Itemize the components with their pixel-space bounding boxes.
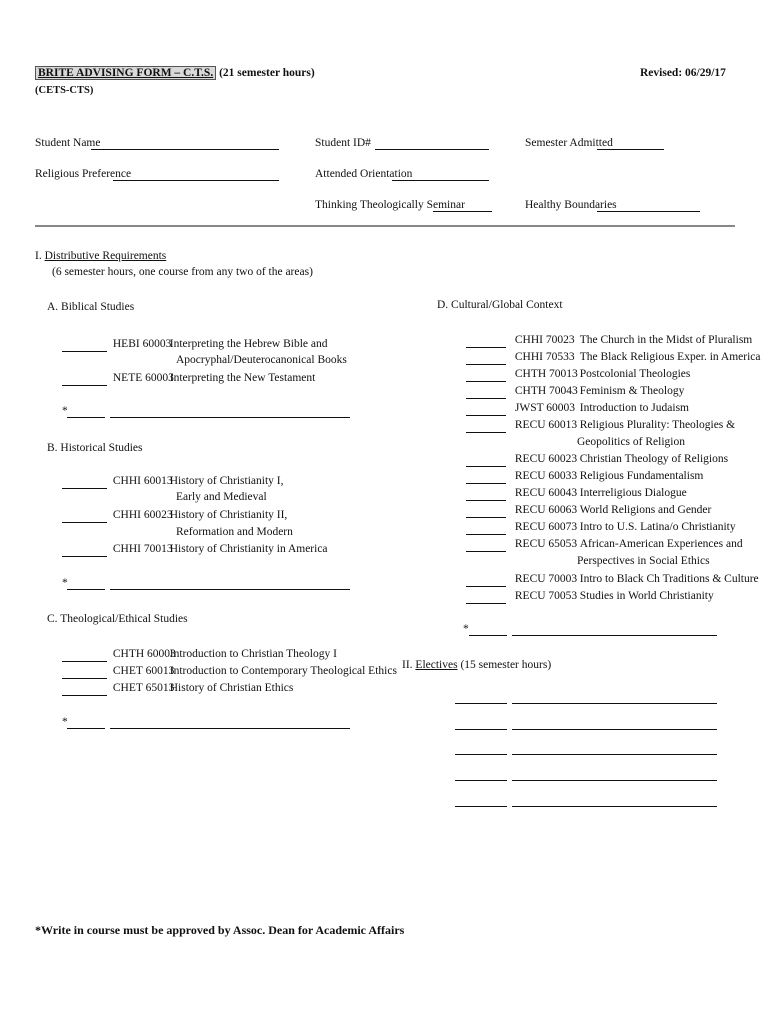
course-name: The Black Religious Exper. in America [579, 351, 761, 363]
course-name: Religious Plurality: Theologies & [579, 419, 736, 431]
course-row [62, 336, 328, 352]
course-blank[interactable] [466, 369, 506, 382]
section-electives [402, 658, 551, 672]
section-numeral: II. [402, 659, 413, 671]
elective-hours-field[interactable] [455, 806, 507, 807]
course-blank[interactable] [62, 510, 107, 523]
write-in-star: * [62, 577, 68, 589]
course-name: Introduction to Christian Theology I [169, 648, 337, 660]
course-blank[interactable] [62, 373, 107, 386]
course-blank[interactable] [466, 471, 506, 484]
area-c-label: C. Theological/Ethical Studies [47, 613, 188, 625]
thinking-seminar-label: Thinking Theologically Seminar [315, 199, 465, 211]
course-row [466, 417, 735, 433]
course-code: CHHI 70013 [112, 543, 173, 555]
course-name: Interpreting the Hebrew Bible and [169, 338, 328, 350]
course-blank[interactable] [62, 476, 107, 489]
course-code: RECU 60013 [514, 419, 578, 431]
area-d-label: D. Cultural/Global Context [437, 299, 563, 311]
course-code: RECU 65053 [514, 538, 578, 550]
write-in-course-field[interactable] [110, 417, 350, 418]
course-code: CHHI 60013 [112, 475, 173, 487]
course-code: RECU 70003 [514, 573, 578, 585]
course-name: History of Christianity in America [169, 543, 328, 555]
write-in-hours-field[interactable] [67, 589, 105, 590]
write-in-hours-field[interactable] [469, 635, 507, 636]
course-code: RECU 60063 [514, 504, 578, 516]
elective-hours-field[interactable] [455, 780, 507, 781]
section-note: (15 semester hours) [460, 659, 552, 671]
write-in-star: * [463, 623, 469, 635]
course-name: World Religions and Gender [579, 504, 712, 516]
form-code: (CETS-CTS) [35, 85, 94, 96]
course-blank[interactable] [466, 574, 506, 587]
write-in-course-field[interactable] [512, 635, 717, 636]
course-row [466, 571, 759, 587]
write-in-course-field[interactable] [110, 728, 350, 729]
course-name: African-American Experiences and [579, 538, 743, 550]
course-row [466, 366, 690, 382]
course-name: Feminism & Theology [579, 385, 685, 397]
course-name: Postcolonial Theologies [579, 368, 691, 380]
course-row [62, 663, 397, 679]
course-row [466, 349, 761, 365]
course-name-cont: Apocryphal/Deuterocanonical Books [176, 354, 347, 366]
attended-orientation-label: Attended Orientation [315, 168, 413, 180]
course-code: CHHI 70023 [514, 334, 575, 346]
course-blank[interactable] [62, 666, 107, 679]
form-title [35, 66, 315, 80]
course-code: CHET 65013 [112, 682, 175, 694]
write-in-hours-field[interactable] [67, 417, 105, 418]
course-row [62, 370, 315, 386]
course-row [466, 332, 752, 348]
course-row [62, 473, 283, 489]
elective-hours-field[interactable] [455, 703, 507, 704]
section-note: (6 semester hours, one course from any two of the areas) [52, 266, 313, 278]
footer-note: *Write in course must be approved by Assoc. Dean for Academic Affairs [35, 923, 405, 937]
course-name: Intro to Black Ch Traditions & Culture [579, 573, 759, 585]
course-blank[interactable] [466, 335, 506, 348]
course-code: RECU 60033 [514, 470, 578, 482]
course-name: History of Christianity I, [169, 475, 284, 487]
course-code: RECU 60043 [514, 487, 578, 499]
course-blank[interactable] [62, 544, 107, 557]
course-code: CHET 60013 [112, 665, 175, 677]
course-row [466, 502, 711, 518]
course-name: History of Christianity II, [169, 509, 288, 521]
course-row [466, 383, 684, 399]
course-code: RECU 60023 [514, 453, 578, 465]
course-name: Religious Fundamentalism [579, 470, 704, 482]
course-code: CHHI 70533 [514, 351, 575, 363]
course-name: Interreligious Dialogue [579, 487, 687, 499]
header-divider [35, 225, 735, 227]
elective-hours-field[interactable] [455, 754, 507, 755]
course-blank[interactable] [466, 505, 506, 518]
course-name: Christian Theology of Religions [579, 453, 729, 465]
course-row [466, 451, 728, 467]
course-row [62, 646, 337, 662]
course-blank[interactable] [466, 539, 506, 552]
elective-course-field[interactable] [512, 703, 717, 704]
course-name-cont: Geopolitics of Religion [577, 436, 685, 448]
course-code: JWST 60003 [514, 402, 576, 414]
elective-course-field[interactable] [512, 780, 717, 781]
section-title: Electives [415, 659, 458, 671]
write-in-hours-field[interactable] [67, 728, 105, 729]
thinking-seminar-field[interactable] [433, 211, 492, 212]
attended-orientation-field[interactable] [392, 180, 489, 181]
section-title: Distributive Requirements [44, 250, 167, 262]
section-distributive [35, 249, 166, 263]
course-name-cont: Reformation and Modern [176, 526, 293, 538]
course-blank[interactable] [466, 420, 506, 433]
course-code: HEBI 60003 [112, 338, 172, 350]
course-row [466, 400, 689, 416]
course-blank[interactable] [62, 649, 107, 662]
course-name: Studies in World Christianity [579, 590, 714, 602]
course-blank[interactable] [62, 339, 107, 352]
elective-course-field[interactable] [512, 729, 717, 730]
course-name-cont: Early and Medieval [176, 491, 267, 503]
course-row [466, 468, 703, 484]
course-row [466, 485, 687, 501]
area-a-label: A. Biblical Studies [47, 301, 135, 313]
form-hours: (21 semester hours) [219, 67, 315, 79]
elective-hours-field[interactable] [455, 729, 507, 730]
course-code: CHTH 70013 [514, 368, 578, 380]
semester-admitted-field[interactable] [597, 149, 664, 150]
write-in-star: * [62, 405, 68, 417]
course-blank[interactable] [466, 488, 506, 501]
semester-admitted-label: Semester Admitted [525, 137, 613, 149]
area-b-label: B. Historical Studies [47, 442, 143, 454]
course-name: Introduction to Judaism [579, 402, 689, 414]
course-row [62, 507, 287, 523]
course-blank[interactable] [466, 403, 506, 416]
course-blank[interactable] [62, 683, 107, 696]
course-name: Interpreting the New Testament [169, 372, 316, 384]
course-code: RECU 60073 [514, 521, 578, 533]
course-code: CHTH 60003 [112, 648, 176, 660]
course-row [62, 680, 293, 696]
write-in-star: * [62, 716, 68, 728]
healthy-boundaries-label: Healthy Boundaries [525, 199, 617, 211]
course-name-cont: Perspectives in Social Ethics [577, 555, 710, 567]
course-row [466, 588, 714, 604]
religious-preference-label: Religious Preference [35, 168, 132, 180]
course-code: CHHI 60023 [112, 509, 173, 521]
course-code: CHTH 70043 [514, 385, 578, 397]
religious-preference-field[interactable] [113, 180, 279, 181]
course-name: Introduction to Contemporary Theological Ethics [169, 665, 397, 677]
section-numeral: I. [35, 250, 42, 262]
course-name: Intro to U.S. Latina/o Christianity [579, 521, 736, 533]
course-row [466, 536, 743, 552]
student-name-label: Student Name [35, 137, 101, 149]
write-in-course-field[interactable] [110, 589, 350, 590]
course-code: RECU 70053 [514, 590, 578, 602]
course-code: NETE 60003 [112, 372, 174, 384]
student-id-label: Student ID# [315, 137, 371, 149]
course-row [62, 541, 328, 557]
course-blank[interactable] [466, 386, 506, 399]
course-blank[interactable] [466, 352, 506, 365]
course-blank[interactable] [466, 591, 506, 604]
revised-date: Revised: 06/29/17 [640, 67, 726, 79]
course-name: History of Christian Ethics [169, 682, 294, 694]
student-name-field[interactable] [91, 149, 279, 150]
healthy-boundaries-field[interactable] [597, 211, 700, 212]
course-name: The Church in the Midst of Pluralism [579, 334, 753, 346]
student-id-field[interactable] [375, 149, 489, 150]
course-blank[interactable] [466, 522, 506, 535]
course-row [466, 519, 736, 535]
elective-course-field[interactable] [512, 754, 717, 755]
course-blank[interactable] [466, 454, 506, 467]
form-title-text: BRITE ADVISING FORM – C.T.S. [35, 66, 216, 80]
elective-course-field[interactable] [512, 806, 717, 807]
